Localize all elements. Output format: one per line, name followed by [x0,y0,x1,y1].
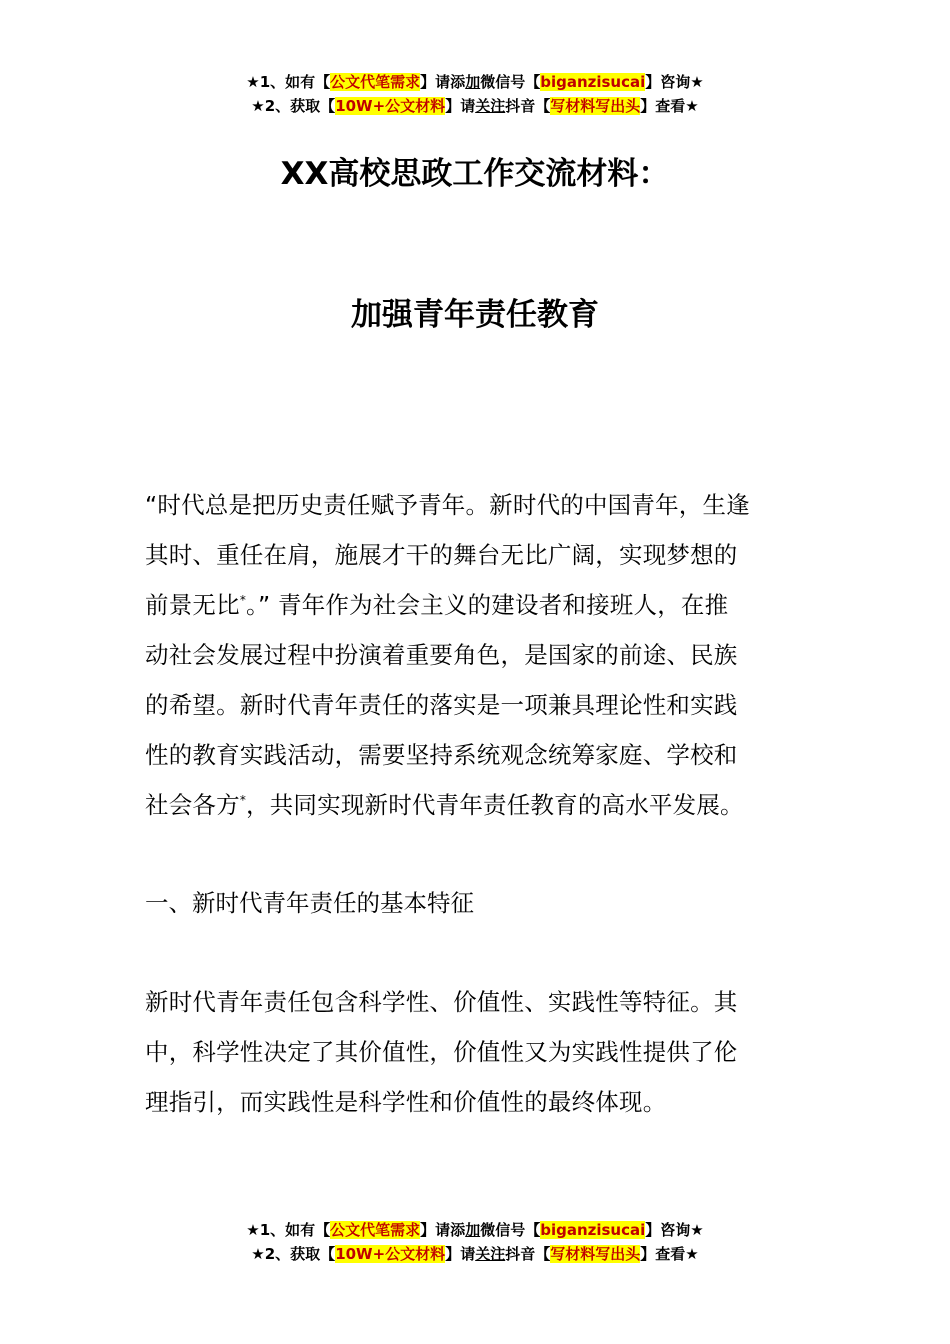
banner-highlight: 公文代笔需求 [330,73,421,91]
paragraph-text: ，共同实现新时代青年责任教育的高水平发展。 [246,791,744,819]
paragraph-line: 的希望。新时代青年责任的落实是一项兼具理论性和实践 [145,691,738,719]
banner-highlight: 10W+公文材料 [335,1245,446,1263]
paragraph-2 [145,977,810,1127]
banner-line-1 [0,1218,950,1242]
banner-highlight: 写材料写出头 [550,1245,641,1263]
banner-text: ★2、获取【 [251,97,336,115]
banner-underlined-text: 加 [465,1221,481,1239]
paragraph-line: 中，科学性决定了其价值性，价值性又为实践性提供了伦 [145,1038,738,1066]
banner-highlight: 写材料写出头 [550,97,641,115]
banner-text: 】查看★ [640,97,699,115]
banner-text: 抖音【 [505,1245,551,1263]
banner-text: 】咨询★ [645,1221,704,1239]
paragraph-line [145,580,810,630]
paragraph-line: 动社会发展过程中扮演着重要角色，是国家的前途、民族 [145,641,738,669]
banner-highlight: biganzisucai [540,73,646,91]
footnote-marker: * [239,593,247,608]
paragraph-line: 其时、重任在肩，施展才干的舞台无比广阔，实现梦想的 [145,541,738,569]
banner-text: 】请 [445,1245,476,1263]
document-title: XX高校思政工作交流材料： [280,156,670,192]
banner-highlight: 10W+公文材料 [335,97,446,115]
banner-line-2 [0,1242,950,1266]
banner-text: 】请 [445,97,476,115]
banner-text: 】查看★ [640,1245,699,1263]
banner-text: 】咨询★ [645,73,704,91]
top-banner [0,70,950,118]
banner-underlined-text: 关注 [475,97,506,115]
section-heading-1: 一、新时代青年责任的基本特征 [145,889,474,917]
banner-underlined-text: 关注 [475,1245,506,1263]
banner-line-1 [0,70,950,94]
paragraph-text: 前景无比 [145,591,240,619]
bottom-banner [0,1218,950,1266]
paragraph-text: 。” 青年作为社会主义的建设者和接班人，在推 [246,591,729,619]
banner-text: ★2、获取【 [251,1245,336,1263]
banner-text: 微信号【 [480,1221,541,1239]
banner-highlight: biganzisucai [540,1221,646,1239]
paragraph-line: 理指引，而实践性是科学性和价值性的最终体现。 [145,1088,667,1116]
paragraph-line: 新时代青年责任包含科学性、价值性、实践性等特征。其 [145,988,738,1016]
paragraph-text: 社会各方 [145,791,240,819]
paragraph-line [145,780,810,830]
document-subtitle: 加强青年责任教育 [351,297,599,333]
banner-text: 】请添 [420,1221,466,1239]
banner-line-2 [0,94,950,118]
paragraph-line: “时代总是把历史责任赋予青年。新时代的中国青年，生逢 [145,491,750,519]
banner-text: 】请添 [420,73,466,91]
paragraph-line: 性的教育实践活动，需要坚持系统观念统筹家庭、学校和 [145,741,738,769]
banner-underlined-text: 加 [465,73,481,91]
footnote-marker: * [239,793,247,808]
banner-highlight: 公文代笔需求 [330,1221,421,1239]
banner-text: 微信号【 [480,73,541,91]
banner-text: ★1、如有【 [246,1221,331,1239]
banner-text: ★1、如有【 [246,73,331,91]
paragraph-1 [145,480,810,830]
banner-text: 抖音【 [505,97,551,115]
